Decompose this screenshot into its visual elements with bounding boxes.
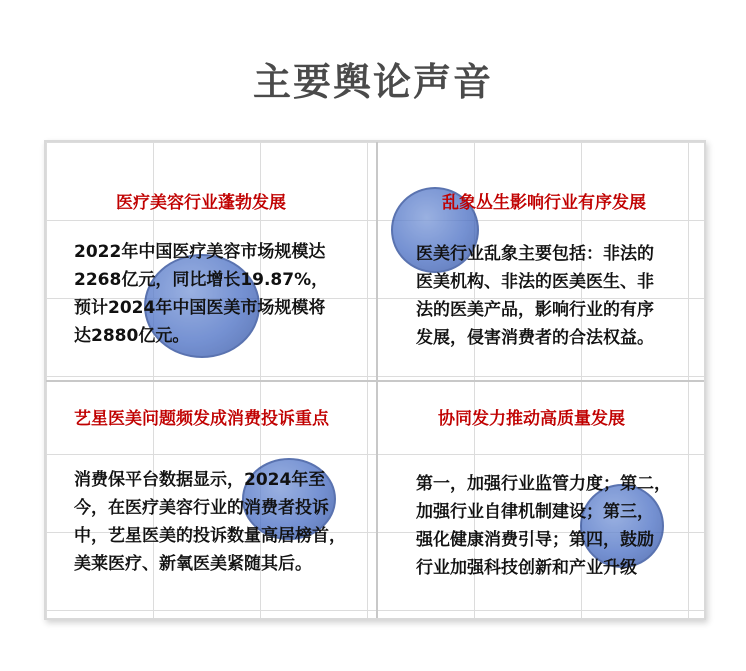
page-title: 主要舆论声音: [252, 60, 493, 104]
quadrant-1-line: 2022年中国医疗美容市场规模达: [74, 242, 326, 262]
horizontal-divider: [46, 380, 704, 382]
quadrant-3-line: 今，在医疗美容行业的消费者投诉: [74, 498, 329, 518]
quadrant-4-line: 加强行业自律机制建设；第三，: [416, 502, 654, 522]
quadrant-1-line: 预计2024年中国医美市场规模将: [74, 298, 326, 318]
quadrant-2-line: 法的医美产品，影响行业的有序: [416, 300, 654, 320]
quadrant-4-title: 协同发力推动高质量发展: [438, 409, 625, 429]
quadrant-2-line: 发展，侵害消费者的合法权益。: [416, 328, 654, 348]
quadrant-4-line: 强化健康消费引导；第四，鼓励: [416, 530, 654, 550]
quadrant-2-line: 医美机构、非法的医美医生、非: [416, 272, 654, 292]
quadrant-1-body: [74, 238, 364, 350]
quadrant-3-body: [74, 466, 364, 578]
quadrant-4-body: [416, 470, 706, 582]
quadrant-2-title: 乱象丛生影响行业有序发展: [442, 193, 646, 213]
quadrant-3-line: 中，艺星医美的投诉数量高居榜首，: [74, 526, 346, 546]
quadrant-2-body: [416, 240, 706, 352]
quadrant-3-title: 艺星医美问题频发成消费投诉重点: [74, 409, 329, 429]
quadrant-1-line: 2268亿元，同比增长19.87%，: [74, 270, 329, 290]
opinion-panel: [44, 140, 706, 620]
quadrant-1-line: 达2880亿元。: [74, 326, 190, 346]
quadrant-4-line: 行业加强科技创新和产业升级: [416, 558, 637, 578]
quadrant-3-line: 美莱医疗、新氧医美紧随其后。: [74, 554, 312, 574]
quadrant-4-line: 第一，加强行业监管力度；第二，: [416, 474, 671, 494]
quadrant-3-line: 消费保平台数据显示，2024年至: [74, 470, 326, 490]
quadrant-1-title: 医疗美容行业蓬勃发展: [116, 193, 286, 213]
quadrant-2-line: 医美行业乱象主要包括：非法的: [416, 244, 654, 264]
